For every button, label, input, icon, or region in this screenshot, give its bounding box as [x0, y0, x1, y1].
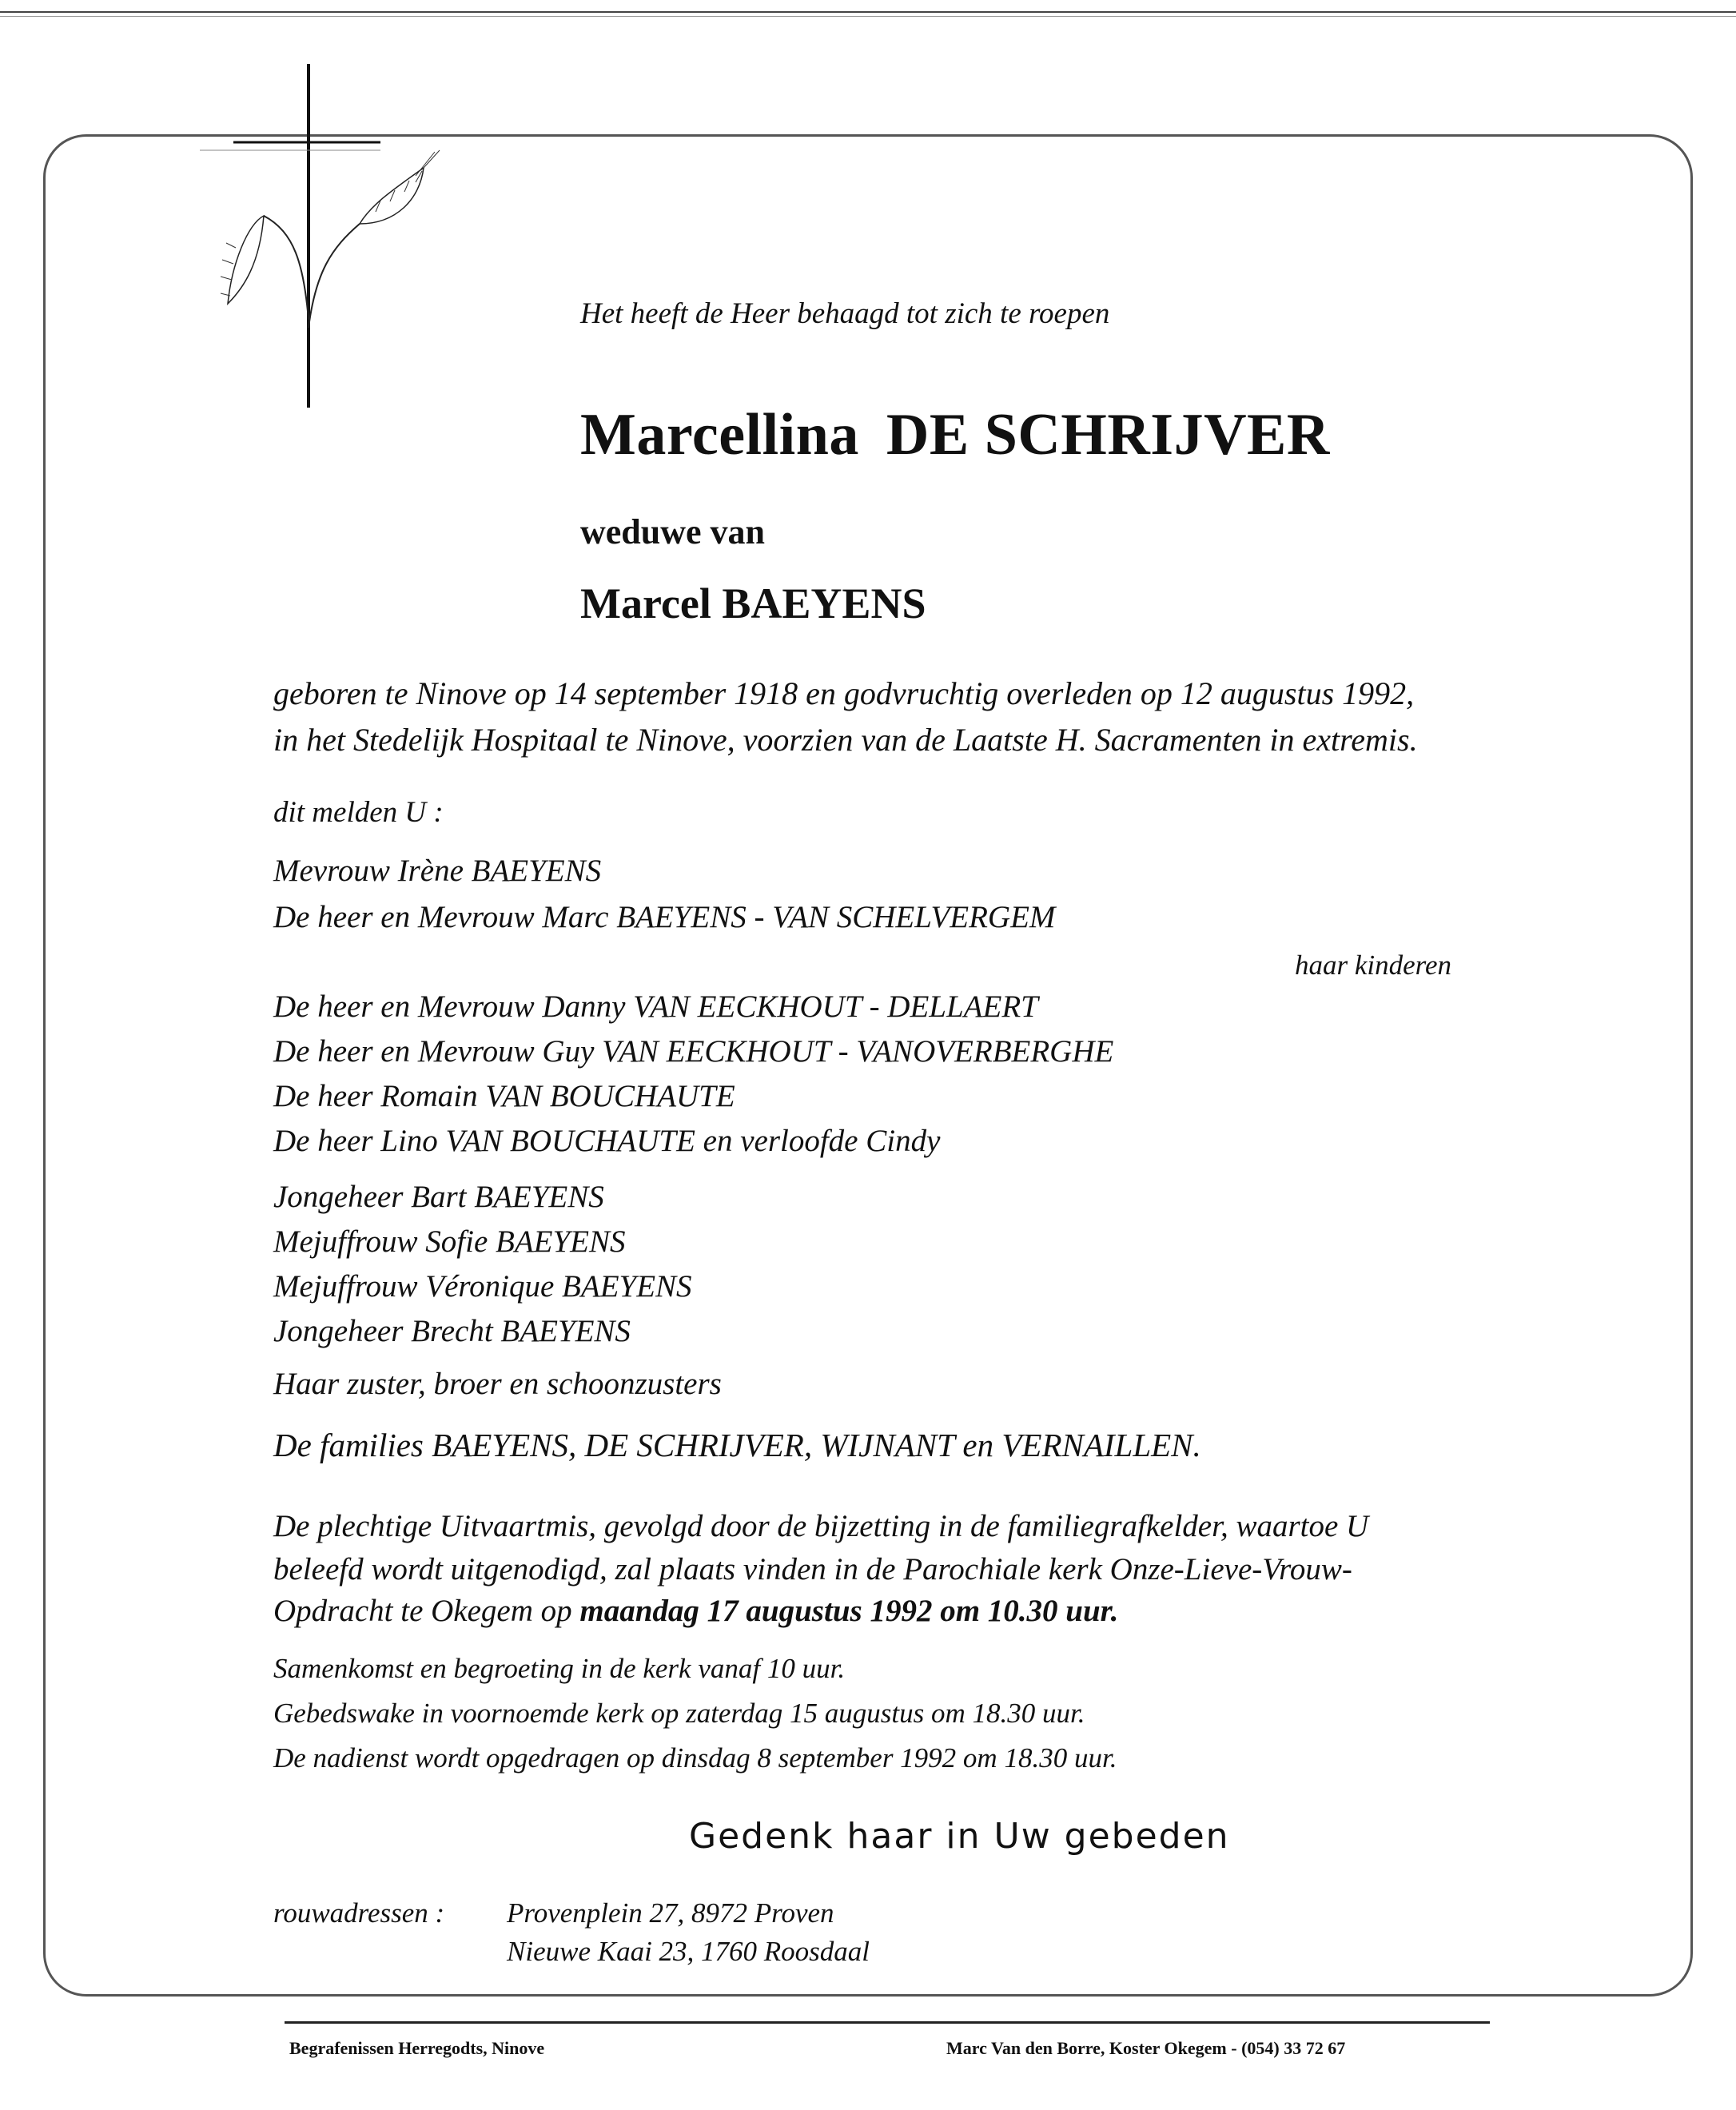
- great-grandchild-4: Jongeheer Brecht BAEYENS: [273, 1314, 631, 1348]
- footer-rule: [285, 2021, 1490, 2024]
- footer-left: Begrafenissen Herregodts, Ninove: [289, 2038, 545, 2058]
- funeral-line-3-prefix: Opdracht te Okegem op: [273, 1594, 572, 1628]
- great-grandchild-2: Mejuffrouw Sofie BAEYENS: [273, 1224, 626, 1259]
- deceased-name: [580, 401, 1330, 469]
- address-1: Provenplein 27, 8972 Proven: [507, 1897, 834, 1929]
- detail-3: De nadienst wordt opgedragen op dinsdag 8 september 1992 om 18.30 uur.: [273, 1742, 1117, 1774]
- child-2: De heer en Mevrouw Marc BAEYENS - VAN SCHELVERGEM: [273, 900, 1056, 934]
- addresses-label: rouwadressen :: [273, 1897, 445, 1929]
- birth-death-line-2: in het Stedelijk Hospitaal te Ninove, voorzien van de Laatste H. Sacramenten in extremis.: [273, 722, 1418, 758]
- prayer-text: Gedenk haar in Uw gebeden: [689, 1816, 1230, 1857]
- grandchild-3: De heer Romain VAN BOUCHAUTE: [273, 1079, 735, 1113]
- cross-with-wheat-icon: [200, 64, 456, 416]
- children-label: haar kinderen: [1295, 950, 1452, 981]
- relation-text: weduwe van: [580, 512, 766, 551]
- deceased-last-name: DE SCHRIJVER: [886, 402, 1330, 468]
- families-text: De families BAEYENS, DE SCHRIJVER, WIJNANT en VERNAILLEN.: [273, 1427, 1201, 1463]
- top-rule: [0, 11, 1736, 13]
- footer-right: Marc Van den Borre, Koster Okegem - (054) 33 72 67: [946, 2038, 1346, 2058]
- great-grandchild-3: Mejuffrouw Véronique BAEYENS: [273, 1269, 692, 1304]
- birth-death-line-1: geboren te Ninove op 14 september 1918 en godvruchtig overleden op 12 augustus 1992,: [273, 675, 1415, 711]
- detail-2: Gebedswake in voornoemde kerk op zaterdag 15 augustus om 18.30 uur.: [273, 1698, 1085, 1729]
- child-1: Mevrouw Irène BAEYENS: [273, 854, 602, 888]
- funeral-line-2: beleefd wordt uitgenodigd, zal plaats vinden in de Parochiale kerk Onze-Lieve-Vrouw-: [273, 1552, 1352, 1586]
- announce-text: dit melden U :: [273, 796, 444, 829]
- funeral-date-time: maandag 17 augustus 1992 om 10.30 uur.: [579, 1594, 1119, 1628]
- grandchild-4: De heer Lino VAN BOUCHAUTE en verloofde Cindy: [273, 1124, 941, 1158]
- grandchild-1: De heer en Mevrouw Danny VAN EECKHOUT - DELLAERT: [273, 989, 1038, 1024]
- intro-text: Het heeft de Heer behaagd tot zich te roepen: [580, 297, 1110, 330]
- grandchild-2: De heer en Mevrouw Guy VAN EECKHOUT - VANOVERBERGHE: [273, 1034, 1114, 1069]
- funeral-line-3: [273, 1595, 1118, 1626]
- detail-1: Samenkomst en begroeting in de kerk vanaf 10 uur.: [273, 1653, 846, 1684]
- top-rule-thin: [0, 16, 1736, 17]
- great-grandchild-1: Jongeheer Bart BAEYENS: [273, 1180, 604, 1214]
- funeral-line-1: De plechtige Uitvaartmis, gevolgd door de bijzetting in de familiegrafkelder, waartoe U: [273, 1509, 1369, 1543]
- address-2: Nieuwe Kaai 23, 1760 Roosdaal: [507, 1936, 870, 1967]
- siblings-text: Haar zuster, broer en schoonzusters: [273, 1367, 722, 1401]
- deceased-first-name: Marcellina: [580, 402, 859, 468]
- spouse-name: Marcel BAEYENS: [580, 579, 926, 627]
